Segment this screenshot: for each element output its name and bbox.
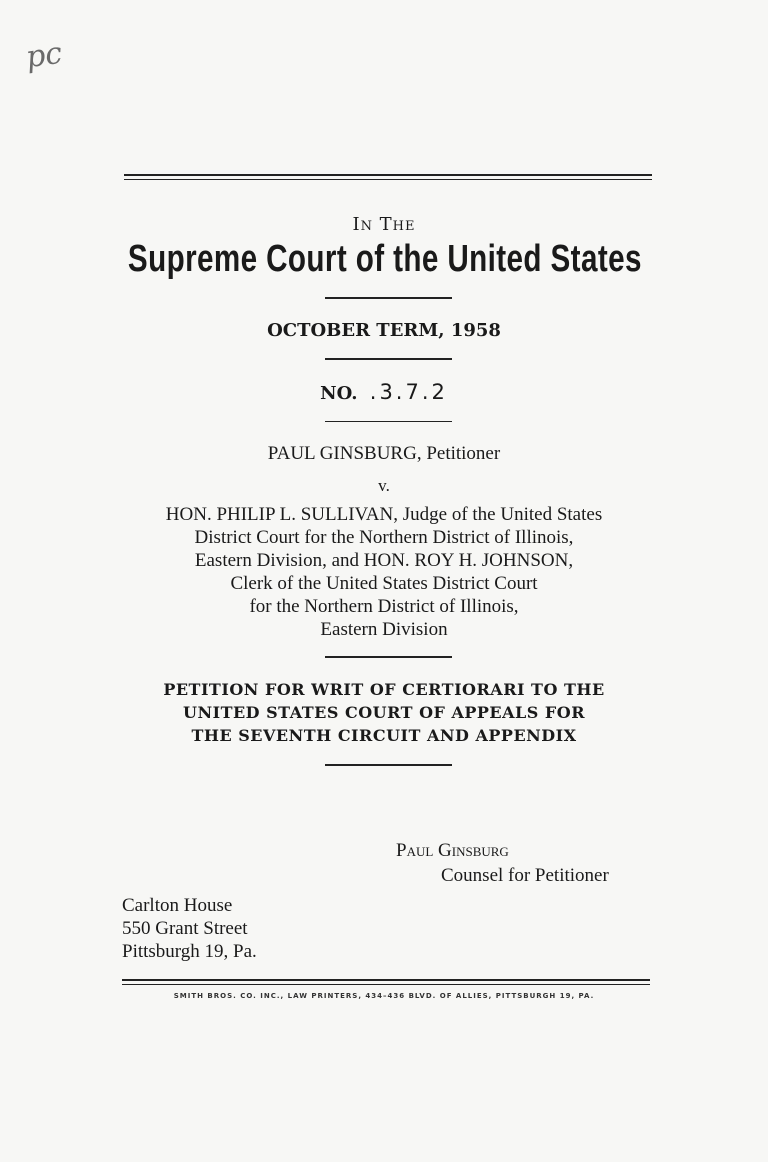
top-double-rule <box>124 174 652 180</box>
docket-number-line <box>0 380 768 404</box>
term-heading: OCTOBER TERM, 1958 <box>267 320 501 341</box>
divider-rule <box>325 297 452 299</box>
petition-title-line: THE SEVENTH CIRCUIT AND APPENDIX <box>191 726 577 745</box>
court-title: Supreme Court of the United States <box>127 238 642 280</box>
address-line: Carlton House <box>122 895 233 916</box>
respondent-line: Clerk of the United States District Court <box>230 573 538 594</box>
respondent-line: District Court for the Northern District of Illinois, <box>194 527 574 548</box>
counsel-role: Counsel for Petitioner <box>441 865 609 886</box>
divider-rule <box>325 656 452 658</box>
respondent-line: Eastern Division <box>320 619 448 640</box>
address-line: 550 Grant Street <box>122 918 248 939</box>
respondent-line: for the Northern District of Illinois, <box>249 596 519 617</box>
divider-rule <box>325 421 452 422</box>
docket-number: .3.7.2 <box>369 380 448 404</box>
respondent-line: HON. PHILIP L. SULLIVAN, Judge of the United States <box>165 504 603 525</box>
printer-imprint: SMITH BROS. CO. INC., LAW PRINTERS, 434–436 BLVD. OF ALLIES, PITTSBURGH 19, PA. <box>173 992 595 1000</box>
petition-title-line: PETITION FOR WRIT OF CERTIORARI TO THE <box>163 680 605 699</box>
divider-rule <box>325 358 452 360</box>
respondent-line: Eastern Division, and HON. ROY H. JOHNSON, <box>194 550 574 571</box>
docket-label: NO. <box>320 383 358 404</box>
divider-rule <box>325 764 452 766</box>
in-the-heading: In The <box>352 214 416 235</box>
petition-title-line: UNITED STATES COURT OF APPEALS FOR <box>183 703 585 722</box>
handwritten-note: pc <box>23 35 65 76</box>
counsel-name: Paul Ginsburg <box>396 840 509 861</box>
versus-line: v. <box>378 476 390 495</box>
bottom-double-rule <box>122 979 650 985</box>
petitioner-line: PAUL GINSBURG, Petitioner <box>267 443 501 464</box>
address-line: Pittsburgh 19, Pa. <box>122 941 257 962</box>
